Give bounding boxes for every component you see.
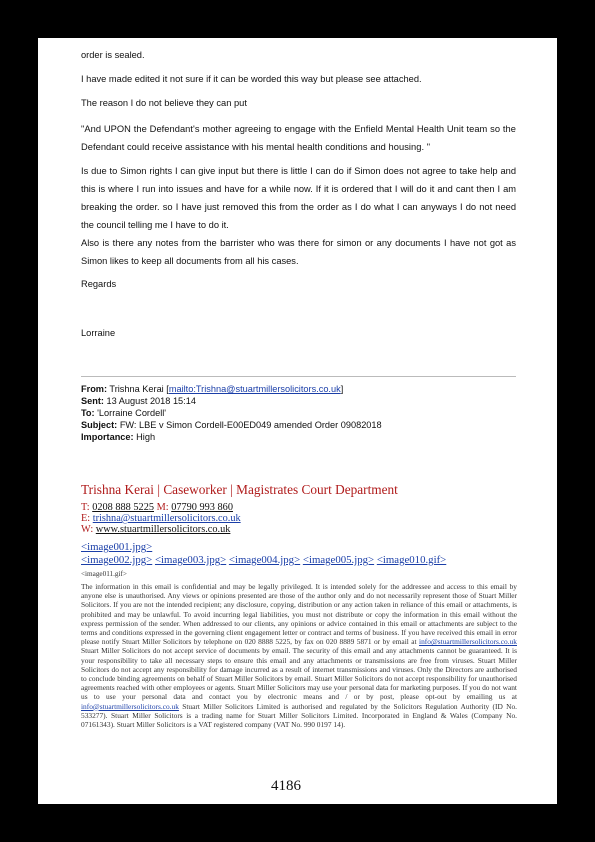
tel-label: T:	[81, 502, 90, 513]
header-sent	[81, 396, 196, 407]
closing-regards: Regards	[81, 279, 117, 289]
body-quote: "And UPON the Defendant's mother agreeing to engage with the Enfield Mental Health Unit team so the Defendant could receive assistance with his mental health conditions and housing. "	[81, 124, 516, 152]
from-name: Trishna Kerai	[109, 384, 164, 394]
header-from: From: Trishna Kerai [mailto:Trishna@stuartmillersolicitors.co.uk]	[81, 384, 344, 394]
mob-link[interactable]: 07790 993 860	[171, 502, 233, 513]
page-number: 4186	[271, 778, 301, 794]
body-paragraph-2: I have made edited it not sure if it can be worded this way but please see attached.	[81, 74, 422, 84]
importance-label: Importance:	[81, 432, 134, 442]
document-page	[38, 38, 557, 804]
image-row-2	[81, 554, 446, 566]
web-link[interactable]: www.stuartmillersolicitors.co.uk	[95, 524, 231, 535]
body-paragraph-1: order is sealed.	[81, 50, 145, 60]
header-subject	[81, 420, 382, 431]
body-paragraph-3: The reason I do not believe they can put	[81, 98, 247, 108]
to-label: To:	[81, 408, 95, 418]
subject-label: Subject:	[81, 420, 118, 430]
image-attachment-link[interactable]: <image002.jpg>	[81, 554, 153, 566]
signature-phone-line	[81, 502, 233, 513]
sent-label: Sent:	[81, 396, 104, 406]
image-placeholder-small: <image011.gif>	[81, 570, 127, 578]
signature-email-line	[81, 513, 241, 524]
disclaimer-part-1: The information in this email is confidential and may be legally privileged. It is intended solely for the addressee and access to this email by anyone else is unauthorised. Any views or opinions presented are those of the author only and do not necessarily represent those of Stuart Miller Solicitors. If you are not the intended recipient; any disclosure, copying, distribution or any action taken in reliance of this email or attachments, is prohibited and may be unlawful. To avoid incurring legal liabilities, you must not distribute or copy the information in this email without the express permission of the sender. When addressed to our clients, any opinions or advice contained in this email or attachments are subject to the terms and conditions expressed in the governing client engagement letter or contract and terms of business. If you have received this email in error please notify Stuart Miller Solicitors by telephone on 020 8888 5225, by fax on 020 8889 5871 or by email at	[81, 582, 517, 647]
mob-label: M:	[156, 502, 169, 513]
body-paragraph-6: Also is there any notes from the barrister who was there for simon or any documents I have not got as Simon likes to keep all documents from all his cases.	[81, 238, 516, 266]
disclaimer-part-2: Stuart Miller Solicitors do not accept service of documents by email. The security of this email and any attachments cannot be guaranteed. It is your responsibility to take all necessary steps to ensure this email and any attachments or transmissions are free from viruses. Stuart Miller Solicitors do not accept any responsibility for damage incurred as a result of internet transmissions and viruses. Only the Directors are authorised to conclude binding agreements on behalf of Stuart Miller Solicitors by email. Stuart Miller Solicitors do not accept responsibility for unauthorised agreements reached with other employees or agents. Stuart Miller Solicitors may use your personal data for marketing purposes. If you do not want us to use your personal data and contact you by electronic means and / or by post, please opt-out by emailing us at	[81, 646, 517, 702]
disclaimer-email-link-2[interactable]: info@stuartmillersolicitors.co.uk	[81, 701, 179, 711]
sender-name: Lorraine	[81, 328, 116, 338]
disclaimer-part-3: Stuart Miller Solicitors Limited is authorised and regulated by the Solicitors Regulation Authority (ID No. 533277). Stuart Miller Solicitors is a trading name for Stuart Miller Solicitors Limited. Incorporated in England & Wales (Company No. 07161343). Stuart Miller Solicitors is a VAT registered company (VAT No. 990 0197 14).	[81, 701, 517, 730]
body-paragraph-5: Is due to Simon rights I can give input but there is little I can do if Simon does not agree to take help and this is where I run into issues and have for a while now. If it is ordered that I will do it and cant then I am breaking the order. so I have just removed this from the order as I do what I can anyways I do not need the council telling me I have to do it.	[81, 166, 516, 230]
image-attachment-link[interactable]: <image005.jpg>	[302, 554, 375, 566]
email-link[interactable]: trishna@stuartmillersolicitors.co.uk	[92, 513, 241, 524]
image-attachment-link[interactable]: <image004.jpg>	[228, 554, 301, 566]
web-label: W:	[81, 524, 94, 535]
header-separator	[81, 376, 516, 377]
header-to	[81, 408, 166, 419]
tel-link[interactable]: 0208 888 5225	[92, 502, 154, 513]
importance-value: High	[136, 432, 156, 442]
signature-title: Trishna Kerai | Caseworker | Magistrates Court Department	[81, 482, 398, 497]
from-mailto-link[interactable]: mailto:Trishna@stuartmillersolicitors.co.uk	[168, 384, 341, 394]
legal-disclaimer	[81, 582, 517, 729]
header-importance	[81, 432, 155, 443]
signature-web-line	[81, 524, 230, 535]
email-label: E:	[81, 513, 91, 524]
image-attachment-link[interactable]: <image001.jpg>	[81, 541, 153, 553]
image-row-1	[81, 541, 152, 553]
image-attachment-link[interactable]: <image003.jpg>	[154, 554, 227, 566]
image-attachment-link[interactable]: <image010.gif>	[376, 554, 447, 566]
from-label: From:	[81, 384, 108, 394]
subject-value: FW: LBE v Simon Cordell-E00ED049 amended Order 09082018	[119, 420, 382, 430]
disclaimer-email-link[interactable]: info@stuartmillersolicitors.co.uk	[419, 637, 517, 647]
sent-value: 13 August 2018 15:14	[106, 396, 196, 406]
to-value: 'Lorraine Cordell'	[97, 408, 167, 418]
